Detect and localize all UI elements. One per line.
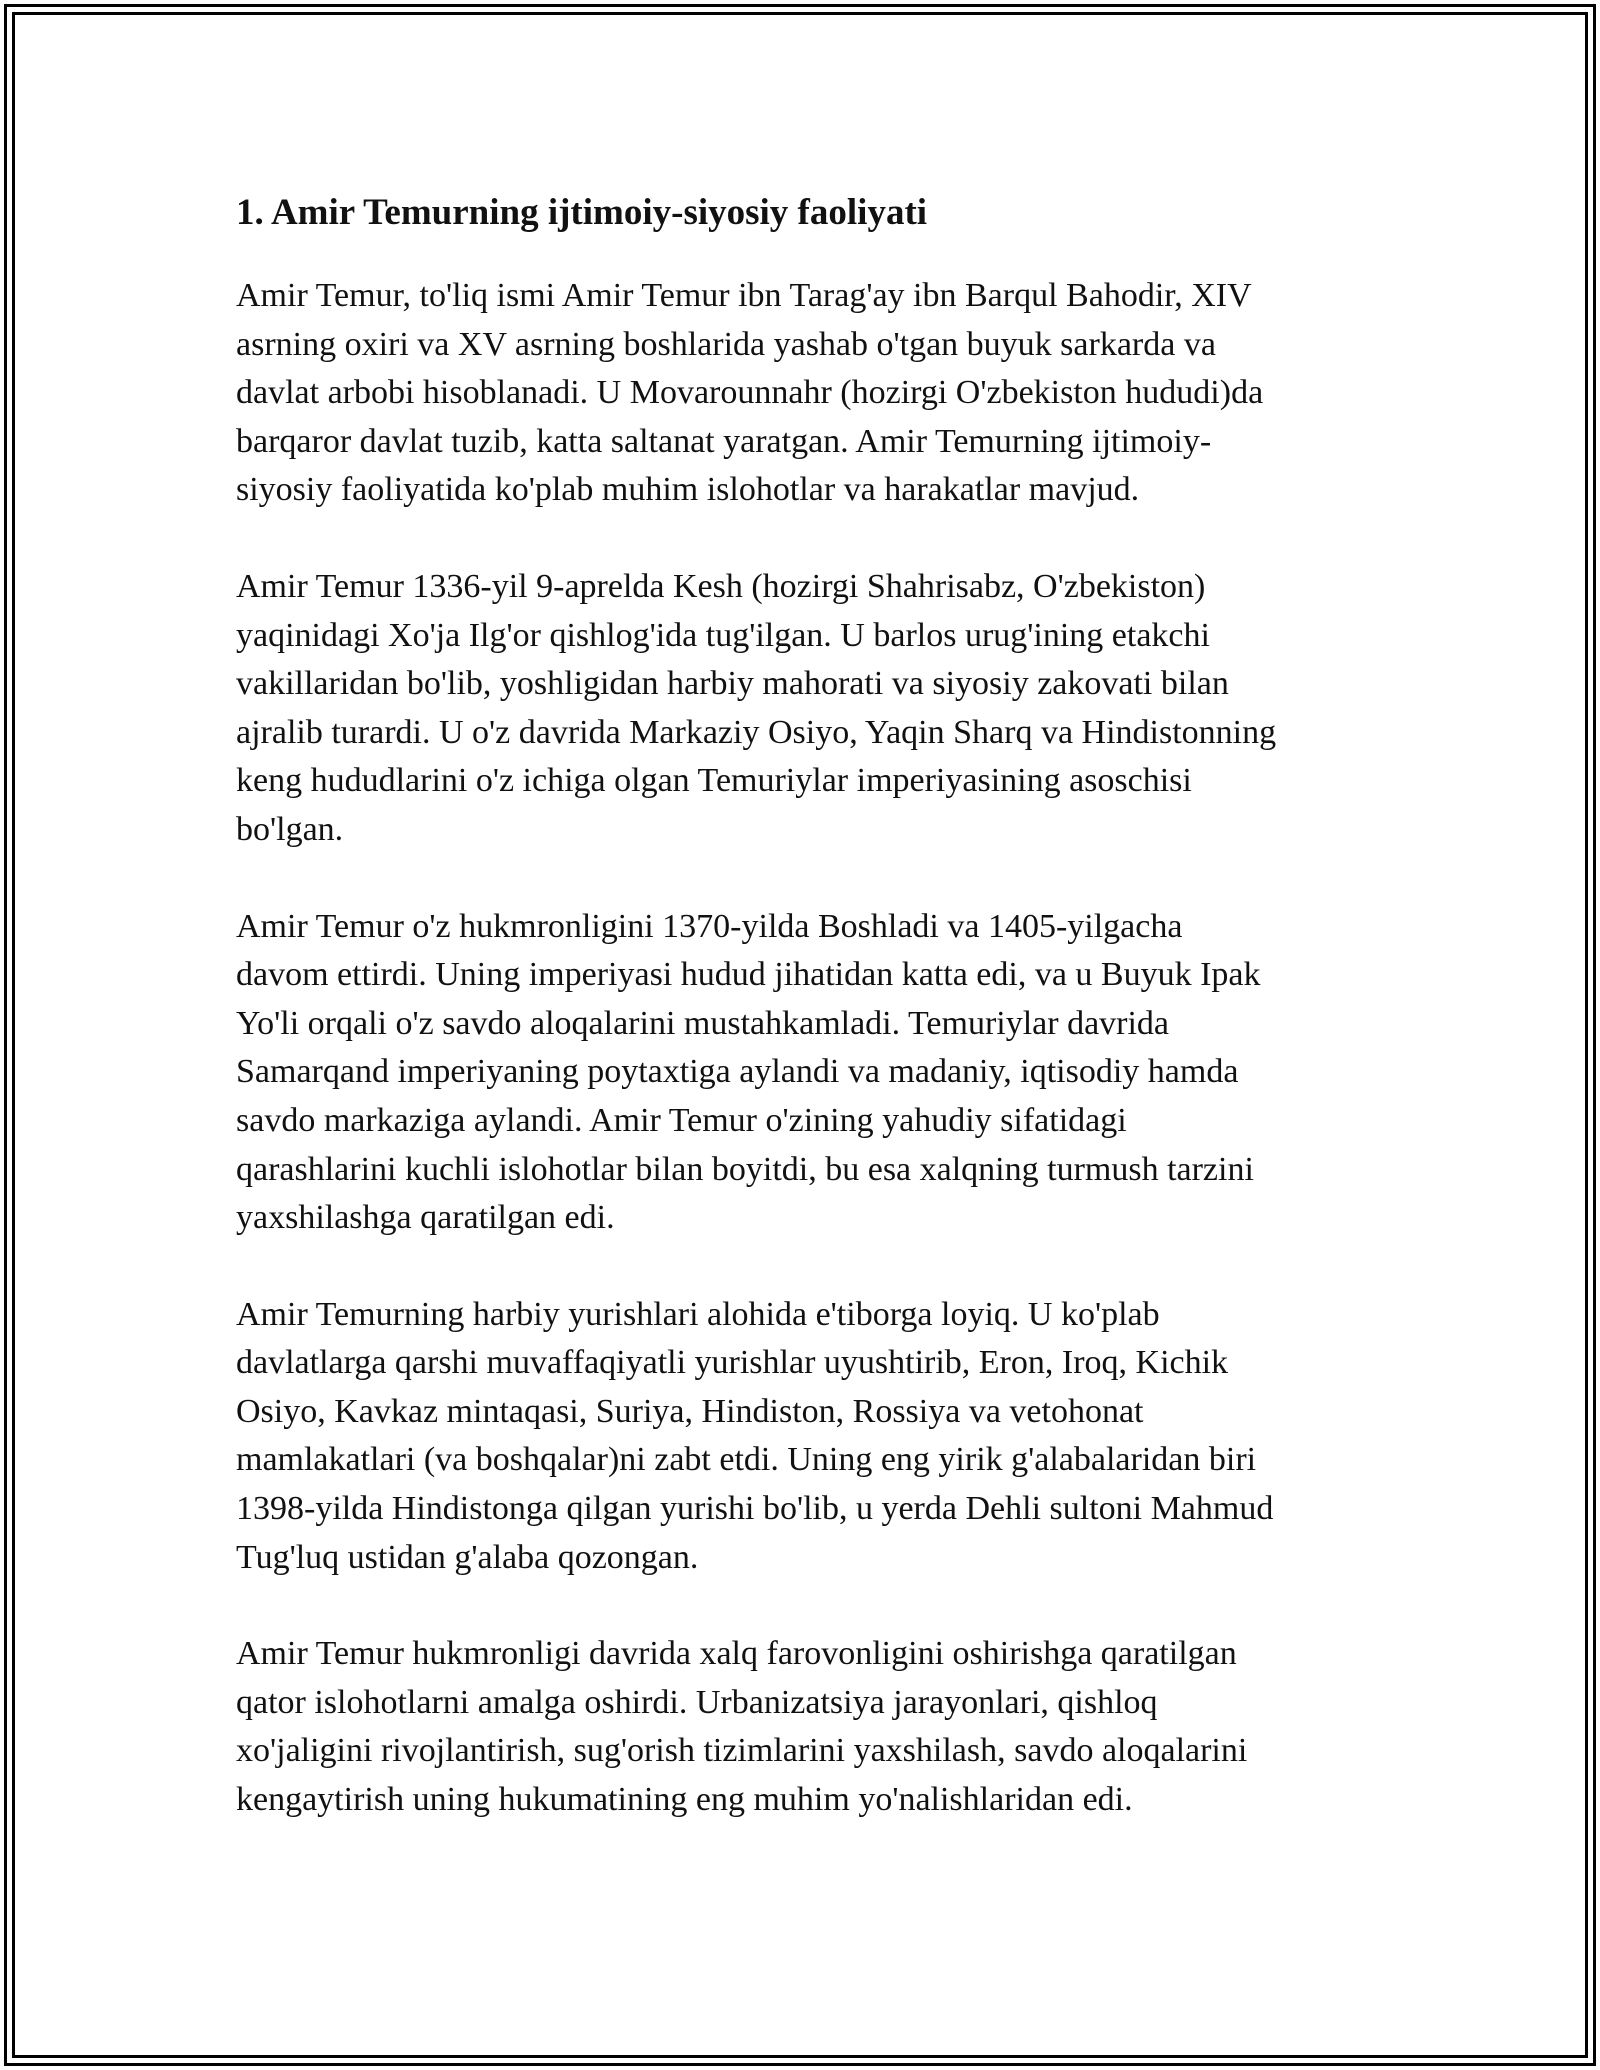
document-title: 1. Amir Temurning ijtimoiy-siyosiy faoliyati (236, 192, 928, 233)
paragraph-reign: Amir Temur o'z hukmronligini 1370-yilda Boshladi va 1405-yilgacha davom ettirdi. Uning imperiyasi hudud jihatidan katta edi, va u Buyuk Ipak Yo'li orqali o'z savdo aloqalarini mustahkamladi. Temuriylar davrida Samarqand imperiyaning poytaxtiga aylandi va madaniy, iqtisodiy hamda savdo markaziga aylandi. Amir Temur o'zining yahudiy sifatidagi qarashlarini kuchli islohotlar bilan boyitdi, bu esa xalqning turmush tarzini yaxshilashga qaratilgan edi. (236, 907, 1261, 1237)
paragraph-birth: Amir Temur 1336-yil 9-aprelda Kesh (hozirgi Shahrisabz, O'zbekiston) yaqinidagi Xo'ja Ilg'or qishlog'ida tug'ilgan. U barlos urug'ining etakchi vakillaridan bo'lib, yoshligidan harbiy mahorati va siyosiy zakovati bilan ajralib turardi. U o'z davrida Markaziy Osiyo, Yaqin Sharq va Hindistonning keng hududlarini o'z ichiga olgan Temuriylar imperiyasining asoschisi bo'lgan. (236, 567, 1277, 848)
paragraph-campaigns: Amir Temurning harbiy yurishlari alohida e'tiborga loyiq. U ko'plab davlatlarga qarshi muvaffaqiyatli yurishlar uyushtirib, Eron, Iroq, Kichik Osiyo, Kavkaz mintaqasi, Suriya, Hindiston, Rossiya va vetohonat mamlakatlari (va boshqalar)ni zabt etdi. Uning eng yirik g'alabalaridan biri 1398-yilda Hindistonga qilgan yurishi bo'lib, u yerda Dehli sultoni Mahmud Tug'luq ustidan g'alaba qozongan. (236, 1295, 1274, 1576)
paragraph-reforms: Amir Temur hukmronligi davrida xalq farovonligini oshirishga qaratilgan qator islohotlarni amalga oshirdi. Urbanizatsiya jarayonlari, qishloq xo'jaligini rivojlantirish, sug'orish tizimlarini yaxshilash, savdo aloqalarini kengaytirish uning hukumatining eng muhim yo'nalishlaridan edi. (236, 1635, 1248, 1819)
paragraph-intro: Amir Temur, to'liq ismi Amir Temur ibn Tarag'ay ibn Barqul Bahodir, XIV asrning oxiri va XV asrning boshlarida yashab o'tgan buyuk sarkarda va davlat arbobi hisoblanadi. U Movarounnahr (hozirgi O'zbekiston hududi)da barqaror davlat tuzib, katta saltanat yaratgan. Amir Temurning ijtimoiy- siyosiy faoliyatida ko'plab muhim islohotlar va harakatlar mavjud. (236, 277, 1264, 509)
document-body (236, 186, 1376, 1873)
